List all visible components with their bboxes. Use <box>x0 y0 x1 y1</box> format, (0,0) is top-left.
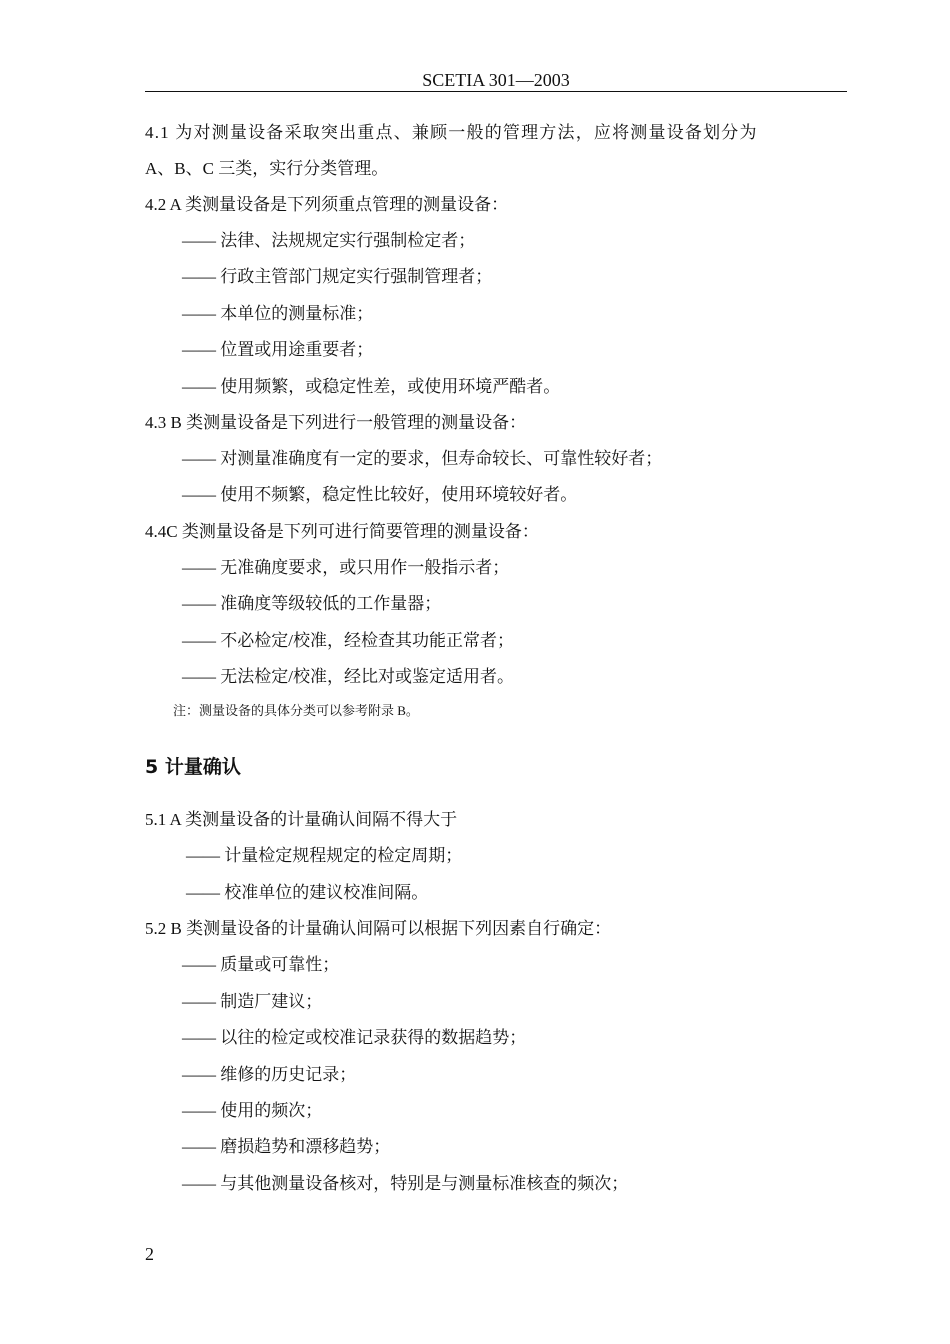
list-item: —— 与其他测量设备核对，特别是与测量标准核查的频次； <box>182 1173 629 1193</box>
list-item: —— 对测量准确度有一定的要求，但寿命较长、可靠性较好者； <box>182 449 663 469</box>
clause-5-2: 5.2 B 类测量设备的计量确认间隔可以根据下列因素自行确定： <box>145 919 612 939</box>
list-item: —— 以往的检定或校准记录获得的数据趋势； <box>182 1028 527 1048</box>
list-item: —— 法律、法规规定实行强制检定者； <box>182 231 476 250</box>
list-item: —— 行政主管部门规定实行强制管理者； <box>182 267 493 287</box>
running-header: SCETIA 301—2003 <box>422 70 570 90</box>
section-5-heading: 5 计量确认 <box>145 756 241 779</box>
list-item: —— 制造厂建议； <box>182 991 323 1011</box>
clause-4-3: 4.3 B 类测量设备是下列进行一般管理的测量设备： <box>145 413 527 433</box>
clause-4-1-line-2: A、B、C 三类，实行分类管理。 <box>145 159 389 178</box>
clause-4-2: 4.2 A 类测量设备是下列须重点管理的测量设备： <box>145 195 509 214</box>
list-item: —— 计量检定规程规定的检定周期； <box>186 846 463 866</box>
clause-4-4: 4.4C 类测量设备是下列可进行简要管理的测量设备： <box>145 521 539 541</box>
note: 注：测量设备的具体分类可以参考附录 B。 <box>173 703 419 719</box>
list-item: —— 位置或用途重要者； <box>182 340 374 360</box>
list-item: —— 无法检定/校准，经比对或鉴定适用者。 <box>182 667 514 687</box>
list-item: —— 不必检定/校准，经检查其功能正常者； <box>182 630 514 650</box>
list-item: —— 本单位的测量标准； <box>182 303 374 323</box>
list-item: —— 质量或可靠性； <box>182 955 340 975</box>
clause-5-1: 5.1 A 类测量设备的计量确认间隔不得大于 <box>145 810 458 830</box>
list-item: —— 使用不频繁，稳定性比较好，使用环境较好者。 <box>182 485 578 505</box>
page-number: 2 <box>145 1244 154 1264</box>
header-rule <box>145 91 847 92</box>
list-item: —— 使用的频次； <box>182 1100 323 1120</box>
list-item: —— 使用频繁，或稳定性差，或使用环境严酷者。 <box>182 376 561 396</box>
list-item: —— 维修的历史记录； <box>182 1064 357 1084</box>
list-item: —— 无准确度要求，或只用作一般指示者； <box>182 557 510 577</box>
clause-4-1-line-1: 4.1 为对测量设备采取突出重点、兼顾一般的管理方法，应将测量设备划分为 <box>145 123 758 142</box>
list-item: —— 磨损趋势和漂移趋势； <box>182 1137 391 1157</box>
list-item: —— 准确度等级较低的工作量器； <box>182 594 442 614</box>
list-item: —— 校准单位的建议校准间隔。 <box>186 882 429 902</box>
page-body <box>145 115 847 1202</box>
